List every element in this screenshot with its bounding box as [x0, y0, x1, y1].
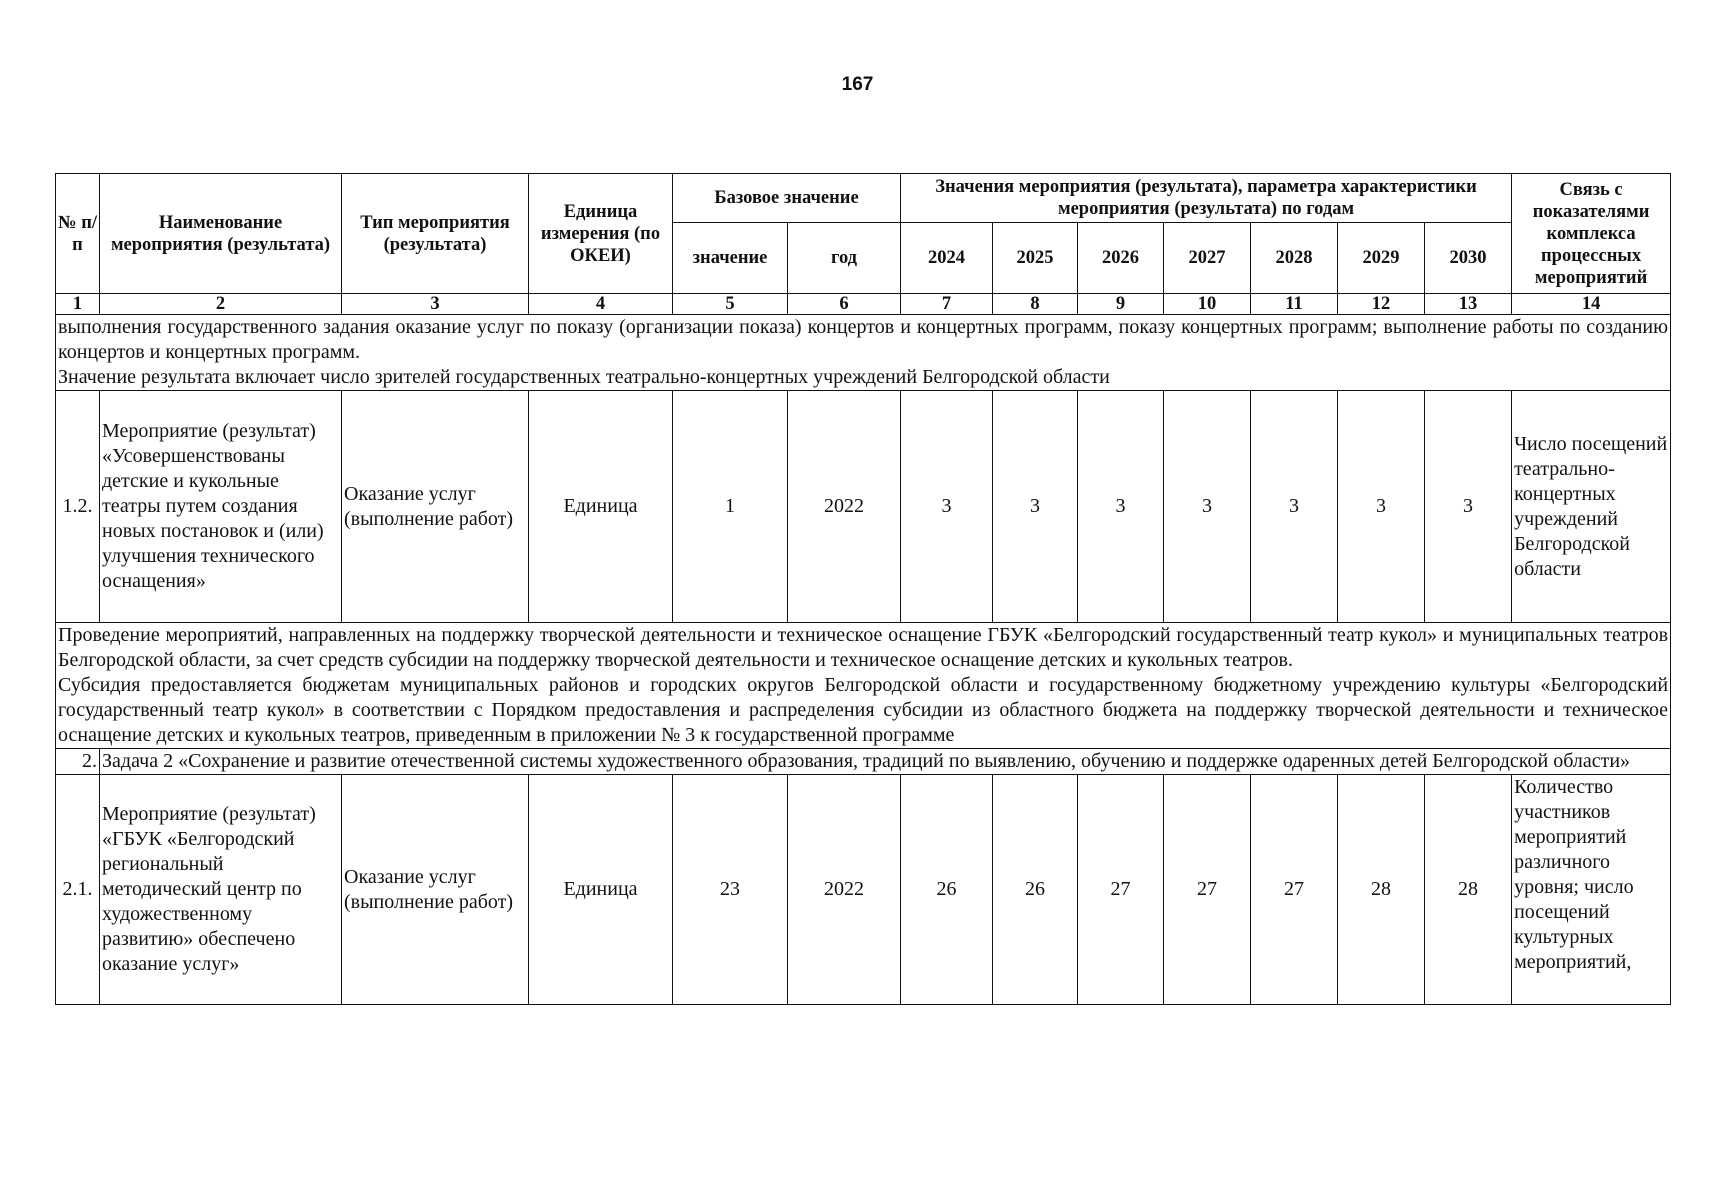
column-number: 4 [529, 294, 673, 315]
note-paragraph: Проведение мероприятий, направленных на поддержку творческой деятельности и техническое оснащение ГБУК «Белгородский государственный театр кукол» и муниципальных театров Белгородской области, за счет средств субсидии на поддержку творческой деятельности и техническое оснащение детских и кукольных театров. [58, 624, 1669, 671]
column-number: 5 [673, 294, 788, 315]
header-year: 2026 [1078, 223, 1164, 294]
table-row [56, 391, 1671, 623]
note-row [56, 315, 1671, 391]
header-year: 2024 [901, 223, 993, 294]
linked-indicator: Количество участников мероприятий различного уровня; число посещений культурных мероприятий, [1512, 775, 1671, 1005]
header-row-1 [56, 174, 1671, 223]
column-number: 10 [1164, 294, 1251, 315]
measure-type: Оказание услуг (выполнение работ) [342, 775, 529, 1005]
task-number: 2. [56, 749, 100, 775]
row-number: 2.1. [56, 775, 100, 1005]
measure-type: Оказание услуг (выполнение работ) [342, 391, 529, 623]
header-type: Тип мероприятия (результата) [342, 174, 529, 294]
year-value: 3 [1338, 391, 1425, 623]
measures-table [55, 173, 1671, 1005]
header-no: № п/п [56, 174, 100, 294]
header-year: 2030 [1425, 223, 1512, 294]
linked-indicator: Число посещений театрально-концертных учреждений Белгородской области [1512, 391, 1671, 623]
column-number: 3 [342, 294, 529, 315]
note-paragraph: Значение результата включает число зрителей государственных театрально-концертных учреждений Белгородской области [58, 366, 1110, 388]
header-year: 2029 [1338, 223, 1425, 294]
task-title: Задача 2 «Сохранение и развитие отечественной системы художественного образования, традиций по выявлению, обучению и поддержке одаренных детей Белгородской области» [100, 749, 1671, 775]
column-number: 7 [901, 294, 993, 315]
header-base: Базовое значение [673, 174, 901, 223]
year-value: 28 [1425, 775, 1512, 1005]
note-paragraph: Субсидия предоставляется бюджетам муниципальных районов и городских округов Белгородской области и государственному бюджетному учреждению культуры «Белгородский государственный театр кукол» в соответствии с Порядком предоставления и распределения субсидии из областного бюджета на поддержку творческой деятельности и техническое оснащение детских и кукольных театров, приведенным в приложении № 3 к государственной программе [58, 674, 1669, 746]
column-number: 13 [1425, 294, 1512, 315]
column-number: 8 [993, 294, 1078, 315]
year-value: 27 [1164, 775, 1251, 1005]
row-number: 1.2. [56, 391, 100, 623]
year-value: 3 [993, 391, 1078, 623]
year-value: 27 [1078, 775, 1164, 1005]
header-link: Связь с показателями комплекса процессных мероприятий [1512, 174, 1671, 294]
header-year: 2025 [993, 223, 1078, 294]
measure-name: Мероприятие (результат) «ГБУК «Белгородский региональный методический центр по художественному развитию» обеспечено оказание услуг» [100, 775, 342, 1005]
column-number: 1 [56, 294, 100, 315]
column-number: 9 [1078, 294, 1164, 315]
unit: Единица [529, 775, 673, 1005]
year-value: 3 [1164, 391, 1251, 623]
unit: Единица [529, 391, 673, 623]
year-value: 27 [1251, 775, 1338, 1005]
year-value: 28 [1338, 775, 1425, 1005]
year-value: 3 [1425, 391, 1512, 623]
header-name: Наименование мероприятия (результата) [100, 174, 342, 294]
result-description [56, 315, 1671, 391]
column-number: 6 [788, 294, 901, 315]
page-number: 167 [841, 74, 874, 95]
task-row [56, 749, 1671, 775]
measure-name: Мероприятие (результат) «Усовершенствованы детские и кукольные театры путем создания новых постановок и (или) улучшения технического оснащения» [100, 391, 342, 623]
base-value: 23 [673, 775, 788, 1005]
base-year: 2022 [788, 775, 901, 1005]
year-value: 26 [993, 775, 1078, 1005]
year-value: 3 [1251, 391, 1338, 623]
column-number: 14 [1512, 294, 1671, 315]
header-values-by-year: Значения мероприятия (результата), параметра характеристики мероприятия (результата) по годам [901, 174, 1512, 223]
header-year: 2028 [1251, 223, 1338, 294]
note-paragraph: выполнения государственного задания оказание услуг по показу (организации показа) концертов и концертных программ, показу концертных программ; выполнение работы по созданию концертов и концертных программ. [58, 316, 1669, 363]
year-value: 3 [1078, 391, 1164, 623]
year-value: 26 [901, 775, 993, 1005]
header-unit: Единица измерения (по ОКЕИ) [529, 174, 673, 294]
table-row [56, 775, 1671, 1005]
year-value: 3 [901, 391, 993, 623]
column-number: 12 [1338, 294, 1425, 315]
base-year: 2022 [788, 391, 901, 623]
base-value: 1 [673, 391, 788, 623]
header-base-year: год [788, 223, 901, 294]
column-number-row [56, 294, 1671, 315]
note-row [56, 623, 1671, 749]
column-number: 2 [100, 294, 342, 315]
column-number: 11 [1251, 294, 1338, 315]
header-year: 2027 [1164, 223, 1251, 294]
measure-description [56, 623, 1671, 749]
header-base-value: значение [673, 223, 788, 294]
